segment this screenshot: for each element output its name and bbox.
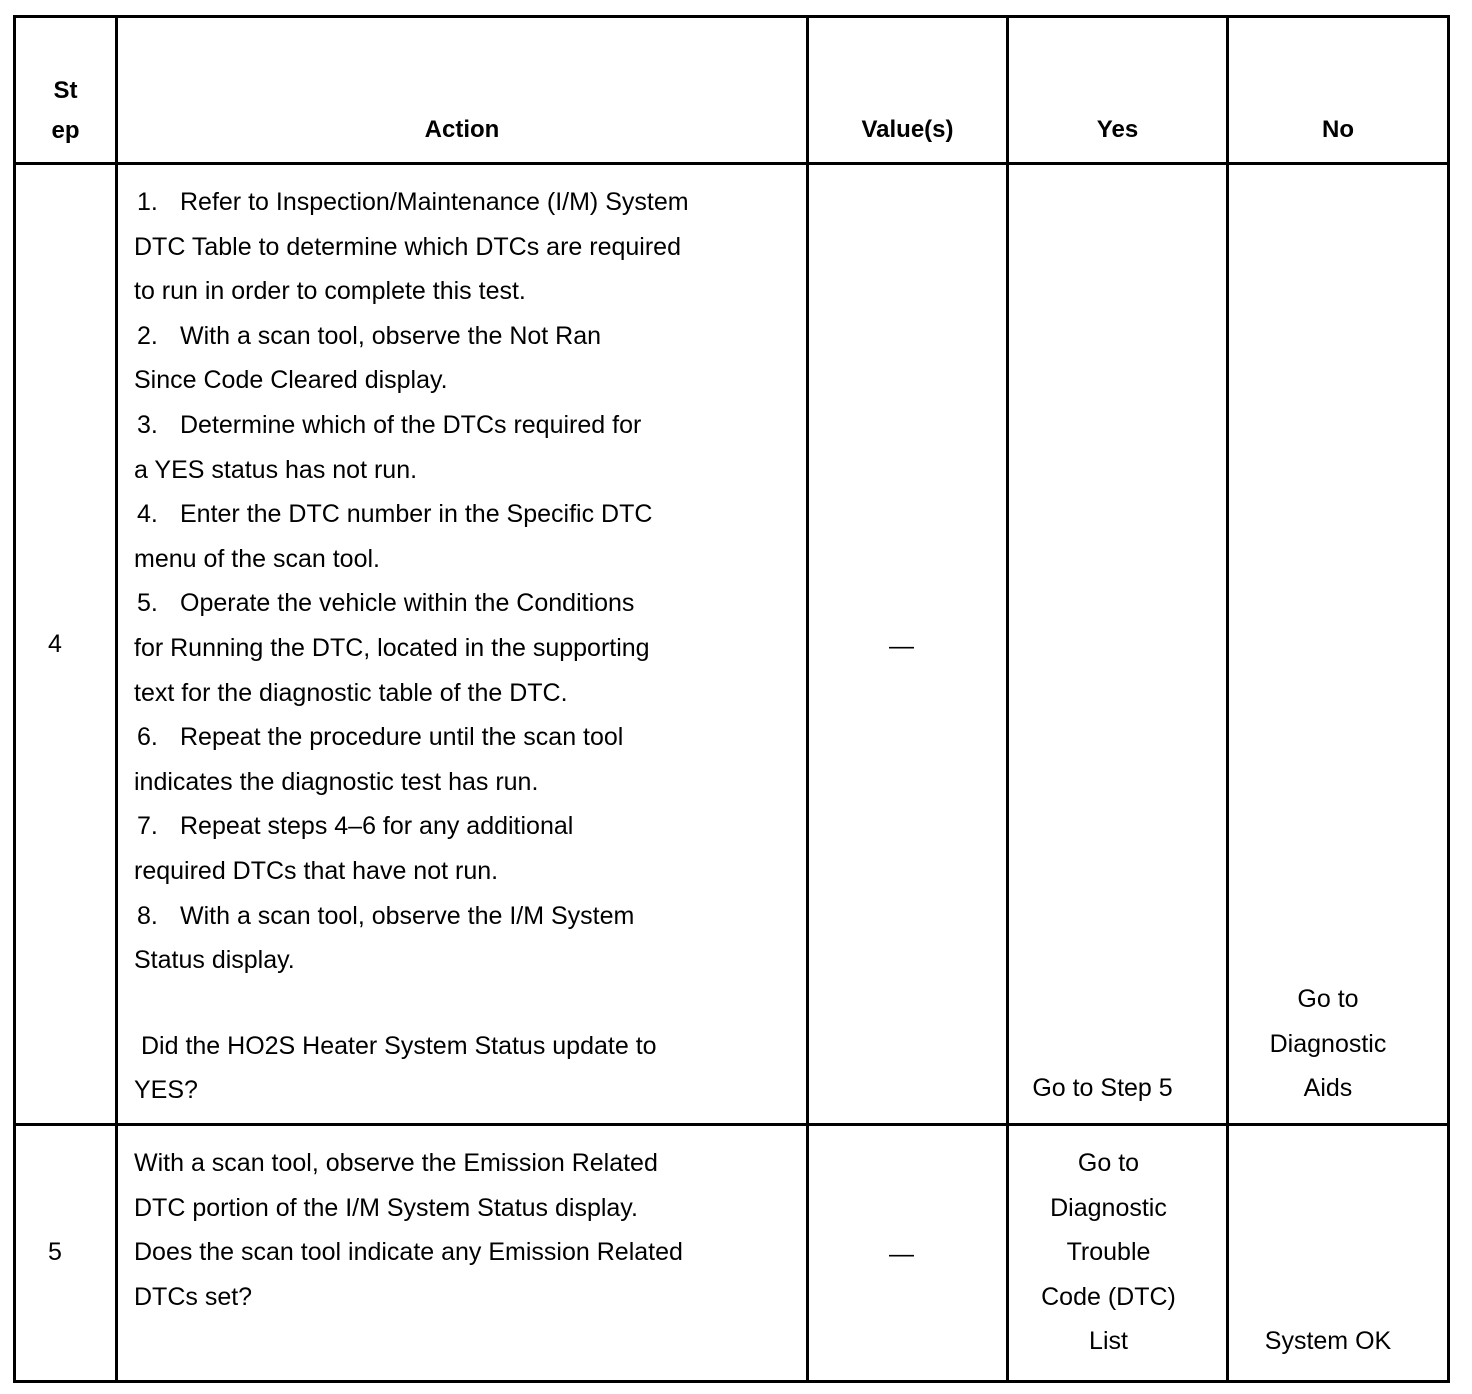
- no-cell: System OK: [1264, 1327, 1392, 1355]
- row-divider: [13, 1123, 1450, 1126]
- value-dash: —: [889, 1240, 914, 1268]
- list-item: 3. Determine which of the DTCs required for: [137, 410, 642, 439]
- no-cell: Go to Diagnostic Aids: [1269, 985, 1387, 1103]
- header-divider: [13, 162, 1450, 165]
- list-item: 5. Operate the vehicle within the Conditions: [137, 589, 635, 618]
- header-yes: Yes: [1096, 116, 1139, 143]
- question-text: Did the HO2S Heater System Status update to: [141, 1031, 657, 1060]
- header-values: Value(s): [861, 116, 954, 143]
- header-action: Action: [424, 116, 500, 143]
- column-divider: [1226, 15, 1229, 1383]
- action-cell: With a scan tool, observe the Emission Related DTC portion of the I/M System Status display. Does the scan tool indicate any Emission Related DTCs set?: [134, 1149, 683, 1311]
- column-divider: [806, 15, 809, 1383]
- action-cell: 1. Refer to Inspection/Maintenance (I/M) System DTC Table to determine which DTCs are required to run in order to complete this test. 2. With a scan tool, observe the Not Ran Since Code Cleared display. 3. Determine which of the DTCs required for a YES status has not run. 4. Enter the DTC number in the Specific DTC menu of the scan tool. 5. Operate the vehicle within the Conditions for Running the DTC, located in the supporting text for the diagnostic table of the DTC. 6. Repeat the procedure until the scan tool indicates the diagnostic test has run. 7. Repeat steps 4–6 for any additional required DTCs that have not run. 8. With a scan tool, observe the I/M System Status display. Did the HO2S Heater System Status update to YES?: [134, 180, 689, 1113]
- list-item: 4. Enter the DTC number in the Specific DTC: [137, 500, 653, 529]
- yes-cell: Go to Step 5: [1032, 1074, 1173, 1102]
- list-item: 7. Repeat steps 4–6 for any additional: [137, 812, 574, 841]
- list-item: 8. With a scan tool, observe the I/M System: [137, 901, 635, 930]
- header-no: No: [1322, 116, 1354, 143]
- step-number: 4: [48, 630, 62, 658]
- list-item: 6. Repeat the procedure until the scan tool: [137, 723, 624, 752]
- header-step: St ep: [51, 77, 80, 144]
- list-item: 2. With a scan tool, observe the Not Ran: [137, 321, 602, 350]
- yes-cell: Go to Diagnostic Trouble Code (DTC) List: [1041, 1149, 1176, 1356]
- list-item: 1. Refer to Inspection/Maintenance (I/M) System: [137, 188, 689, 216]
- step-number: 5: [48, 1238, 62, 1266]
- column-divider: [115, 15, 118, 1383]
- value-dash: —: [889, 632, 914, 660]
